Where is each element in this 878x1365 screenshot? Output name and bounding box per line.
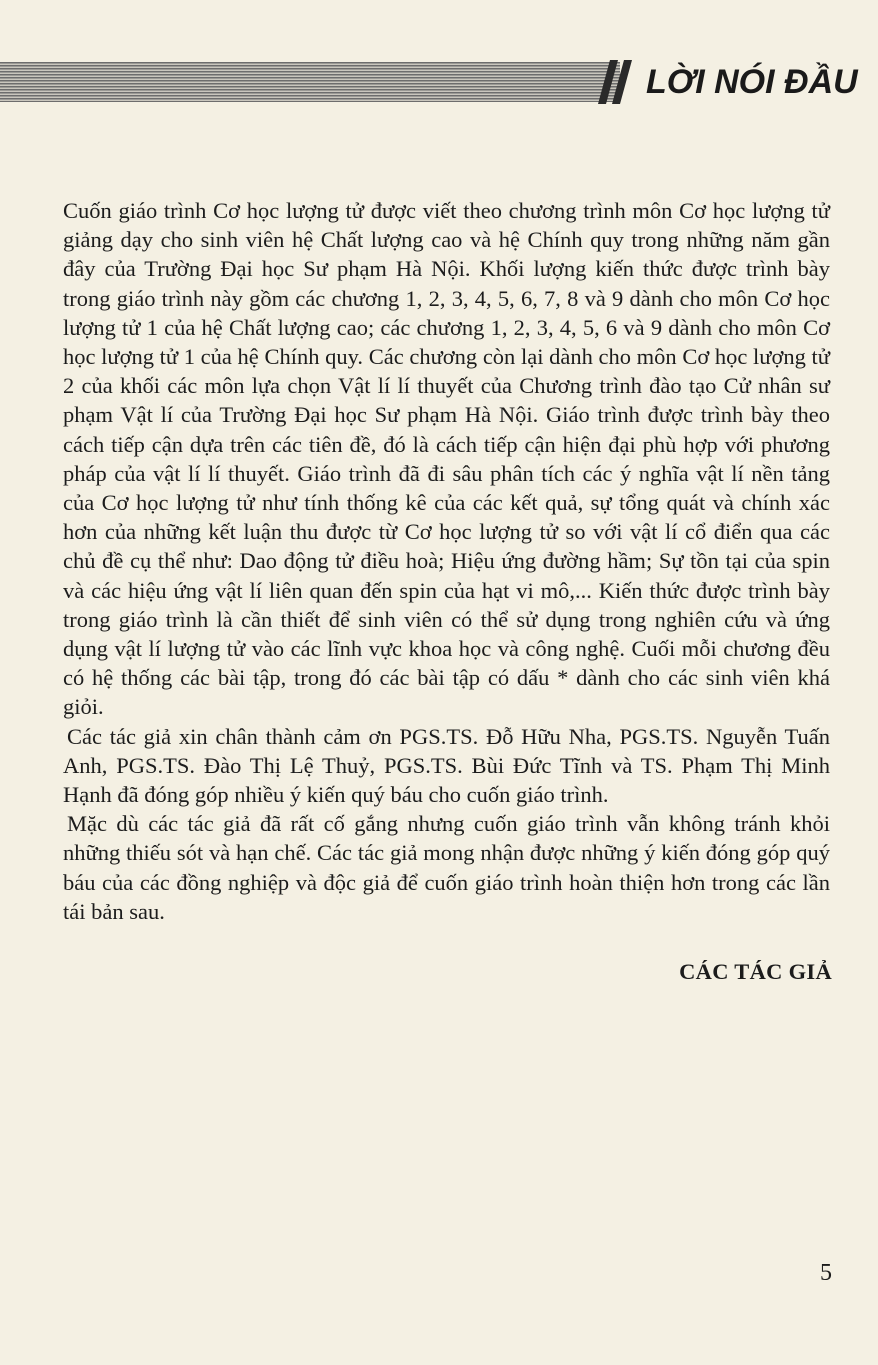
paragraph-1: Cuốn giáo trình Cơ học lượng tử được viết theo chương trình môn Cơ học lượng tử giảng dạy cho sinh viên hệ Chất lượng cao và hệ Chính quy trong những năm gần đây của Trường Đại học Sư phạm Hà Nội. Khối lượng kiến thức được trình bày trong giáo trình này gồm các chương 1, 2, 3, 4, 5, 6, 7, 8 và 9 dành cho môn Cơ học lượng tử 1 của hệ Chất lượng cao; các chương 1, 2, 3, 4, 5, 6 và 9 dành cho môn Cơ học lượng tử 1 của hệ Chính quy. Các chương còn lại dành cho môn Cơ học lượng tử 2 của khối các môn lựa chọn Vật lí lí thuyết của Chương trình đào tạo Cử nhân sư phạm Vật lí của Trường Đại học Sư phạm Hà Nội. Giáo trình được trình bày theo cách tiếp cận dựa trên các tiên đề, đó là cách tiếp cận hiện đại phù hợp với phương pháp của vật lí lí thuyết. Giáo trình đã đi sâu phân tích các ý nghĩa vật lí nền tảng của Cơ học lượng tử như tính thống kê của các kết quả, sự tổng quát và chính xác hơn của những kết luận thu được từ Cơ học lượng tử so với vật lí cổ điển qua các chủ đề cụ thể như: Dao động tử điều hoà; Hiệu ứng đường hầm; Sự tồn tại của spin và các hiệu ứng vật lí liên quan đến spin của hạt vi mô,... Kiến thức được trình bày trong giáo trình là cần thiết để sinh viên có thể sử dụng trong nghiên cứu và ứng dụng vật lí lượng tử vào các lĩnh vực khoa học và công nghệ. Cuối mỗi chương đều có hệ thống các bài tập, trong đó các bài tập có dấu * dành cho các sinh viên khá giỏi. [63,198,830,720]
header-stripe-bar [0,62,620,102]
preface-body [63,196,830,926]
page-title: LỜI NÓI ĐẦU [646,63,858,101]
paragraph-3: Mặc dù các tác giả đã rất cố gắng nhưng cuốn giáo trình vẫn không tránh khỏi những thiếu sót và hạn chế. Các tác giả mong nhận được những ý kiến đóng góp quý báu của các đồng nghiệp và độc giả để cuốn giáo trình hoàn thiện hơn trong các lần tái bản sau. [63,811,830,924]
page-number: 5 [820,1260,832,1286]
paragraph-2: Các tác giả xin chân thành cảm ơn PGS.TS. Đỗ Hữu Nha, PGS.TS. Nguyễn Tuấn Anh, PGS.TS. Đào Thị Lệ Thuỷ, PGS.TS. Bùi Đức Tĩnh và TS. Phạm Thị Minh Hạnh đã đóng góp nhiều ý kiến quý báu cho cuốn giáo trình. [63,723,830,808]
signature: CÁC TÁC GIẢ [679,959,832,984]
chapter-header [0,58,878,106]
header-slash-marks [596,58,644,106]
